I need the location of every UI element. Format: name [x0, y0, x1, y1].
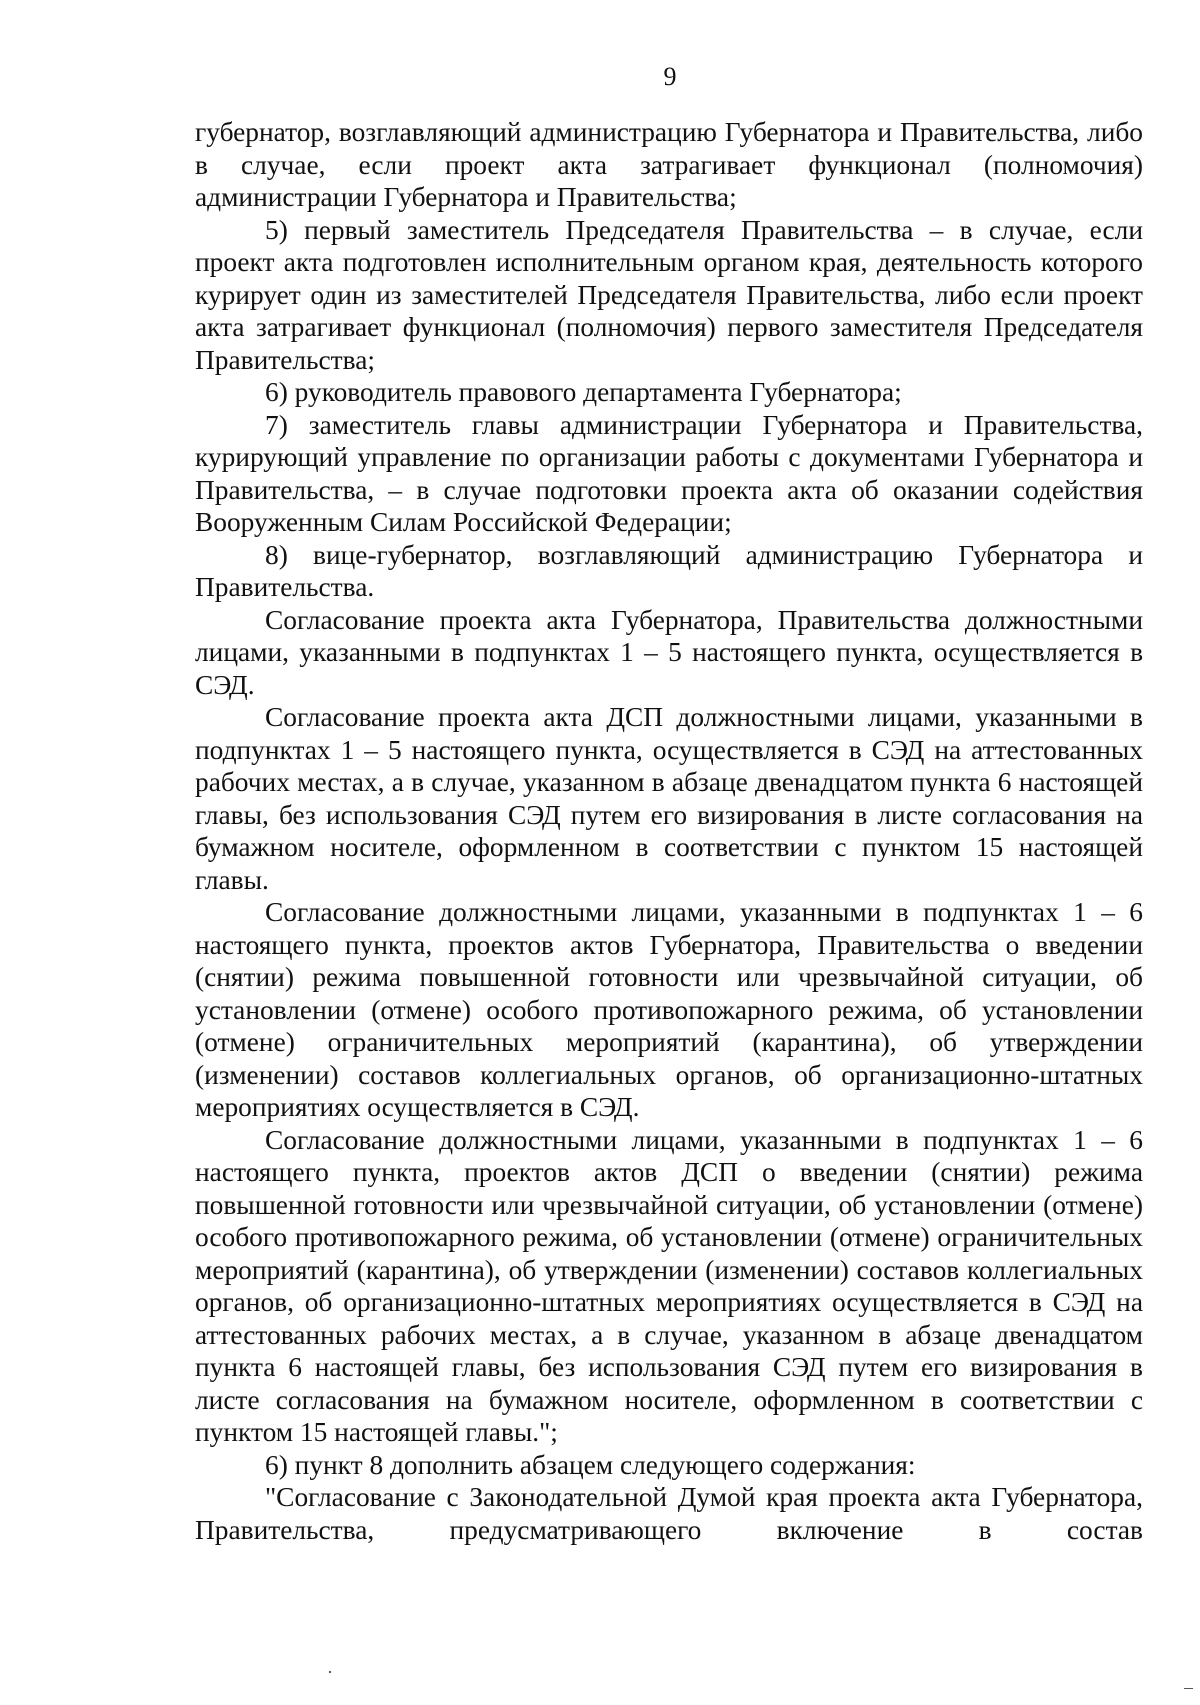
paragraph-item-8: 8) вице-губернатор, возглавляющий администрацию Губернатора и Правительства. [195, 539, 1143, 602]
paragraph-approval-dsp-emergency: Согласование должностными лицами, указанными в подпунктах 1 – 6 настоящего пункта, проектов актов ДСП о введении (снятии) режима повышенной готовности или чрезвычайной ситуации, об установлении (отмене) особого противопожарного режима, об установлении (отмене) ограничительных мероприятий (карантина), об утверждении (изменении) составов коллегиальных органов, об организационно-штатных мероприятиях осуществляется в СЭД на аттестованных рабочих местах, а в случае, указанном в абзаце двенадцатом пункта 6 настоящей главы, без использования СЭД путем его визирования в листе согласования на бумажном носителе, оформленном в соответствии с пунктом 15 настоящей главы."; [195, 1124, 1143, 1447]
paragraph-new-text: "Согласование с Законодательной Думой края проекта акта Губернатора, Правительства, предусматривающего включение в состав [195, 1482, 1143, 1545]
document-body [195, 116, 1143, 1546]
page-number: 9 [663, 62, 677, 91]
paragraph-item-6: 6) руководитель правового департамента Губернатора; [265, 377, 902, 407]
paragraph-item-5: 5) первый заместитель Председателя Правительства – в случае, если проект акта подготовлен исполнительным органом края, деятельность которого курирует один из заместителей Председателя Правительства, либо если проект акта затрагивает функционал (полномочия) первого заместителя Председателя Правительства; [195, 214, 1143, 375]
paragraph-item-7: 7) заместитель главы администрации Губернатора и Правительства, курирующий управление по организации работы с документами Губернатора и Правительства, – в случае подготовки проекта акта об оказании содействия Вооруженным Силам Российской Федерации; [195, 409, 1143, 537]
paragraph-approval-dsp: Согласование проекта акта ДСП должностными лицами, указанными в подпунктах 1 – 5 настоящего пункта, осуществляется в СЭД на аттестованных рабочих местах, а в случае, указанном в абзаце двенадцатом пункта 6 настоящей главы, без использования СЭД путем его визирования в листе согласования на бумажном носителе, оформленном в соответствии с пунктом 15 настоящей главы. [195, 702, 1143, 895]
scan-speck [329, 1671, 331, 1673]
paragraph-approval-emergency: Согласование должностными лицами, указанными в подпунктах 1 – 6 настоящего пункта, проектов актов Губернатора, Правительства о введении (снятии) режима повышенной готовности или чрезвычайной ситуации, об установлении (отмене) особого противопожарного режима, об установлении (отмене) ограничительных мероприятий (карантина), об утверждении (изменении) составов коллегиальных органов, об организационно-штатных мероприятиях осуществляется в СЭД. [195, 897, 1143, 1122]
scan-edge-mark [1184, 1688, 1193, 1689]
paragraph-continuation: губернатор, возглавляющий администрацию Губернатора и Правительства, либо в случае, если проект акта затрагивает функционал (полномочия) администрации Губернатора и Правительства; [195, 117, 1143, 212]
paragraph-amendment-point-8: 6) пункт 8 дополнить абзацем следующего содержания: [265, 1449, 916, 1480]
paragraph-approval-sed: Согласование проекта акта Губернатора, Правительства должностными лицами, указанными в подпунктах 1 – 5 настоящего пункта, осуществляется в СЭД. [195, 604, 1143, 700]
